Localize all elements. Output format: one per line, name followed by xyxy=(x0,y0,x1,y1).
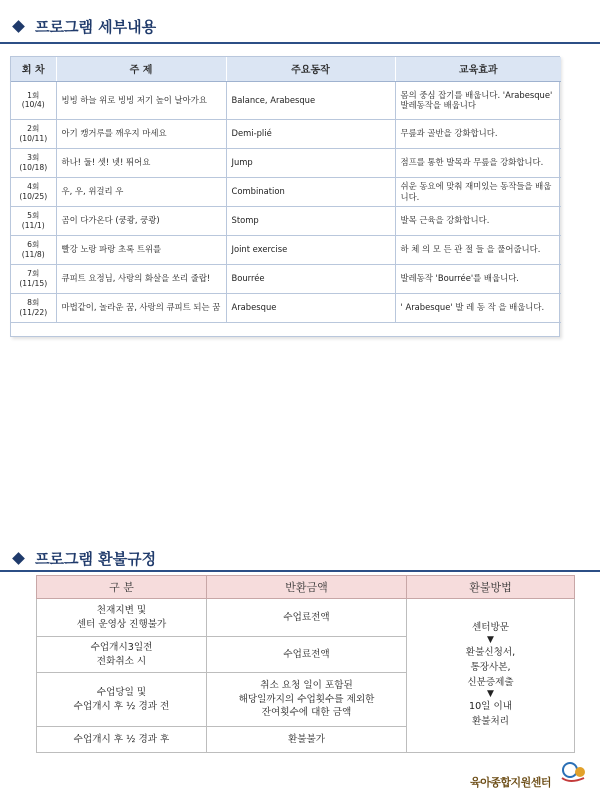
category-cell: 수업개시3일전 전화취소 시 xyxy=(37,637,207,673)
refund-table-container xyxy=(36,575,574,754)
topic-cell: 빙빙 하늘 위로 빙빙 저기 높이 날아가요 xyxy=(56,81,226,119)
down-arrow-icon: ▼ xyxy=(487,634,494,645)
round-cell: 2회 (10/11) xyxy=(11,119,56,148)
amount-cell: 수업료전액 xyxy=(207,637,407,673)
table-row xyxy=(11,119,561,148)
action-cell: Demi-plié xyxy=(226,119,395,148)
action-cell: Combination xyxy=(226,177,395,206)
action-cell: Bourrée xyxy=(226,264,395,293)
round-cell: 5회 (11/1) xyxy=(11,206,56,235)
topic-cell: 곰이 다가온다 (쿵쾅, 쿵쾅) xyxy=(56,206,226,235)
diamond-bullet-icon xyxy=(12,20,25,33)
action-cell: Stomp xyxy=(226,206,395,235)
table-row xyxy=(11,293,561,322)
action-cell: Joint exercise xyxy=(226,235,395,264)
round-cell: 6회 (11/8) xyxy=(11,235,56,264)
effect-cell: 하 체 의 모 든 관 절 들 을 풀어줍니다. xyxy=(395,235,561,264)
round-cell: 7회 (11/15) xyxy=(11,264,56,293)
round-cell: 3회 (10/18) xyxy=(11,148,56,177)
header-action: 주요동작 xyxy=(226,57,395,81)
topic-cell: 하나! 둘! 셋! 넷! 뛰어요 xyxy=(56,148,226,177)
header-amount: 반환금액 xyxy=(207,576,407,599)
program-table-container xyxy=(10,56,560,337)
effect-cell: 점프를 통한 발목과 무릎을 강화합니다. xyxy=(395,148,561,177)
table-row xyxy=(37,599,575,637)
program-table xyxy=(11,57,561,323)
effect-cell: 무릎과 골반을 강화합니다. xyxy=(395,119,561,148)
category-cell: 천재지변 및 센터 운영상 진행불가 xyxy=(37,599,207,637)
diamond-bullet-icon xyxy=(12,552,25,565)
round-cell: 8회 (11/22) xyxy=(11,293,56,322)
category-cell: 수업개시 후 ½ 경과 후 xyxy=(37,727,207,753)
category-cell: 수업당일 및 수업개시 후 ½ 경과 전 xyxy=(37,673,207,727)
header-topic: 주 제 xyxy=(56,57,226,81)
section-divider xyxy=(0,570,600,572)
center-logo xyxy=(466,760,594,798)
table-row xyxy=(11,81,561,119)
action-cell: Balance, Arabesque xyxy=(226,81,395,119)
round-cell: 1회 (10/4) xyxy=(11,81,56,119)
table-row xyxy=(11,235,561,264)
program-table-header xyxy=(11,57,561,81)
action-cell: Jump xyxy=(226,148,395,177)
section-divider xyxy=(0,42,600,44)
effect-cell: ' Arabesque' 발 레 동 작 을 배웁니다. xyxy=(395,293,561,322)
topic-cell: 큐피트 요정님, 사랑의 화살을 쏘리 줄랍! xyxy=(56,264,226,293)
amount-cell: 취소 요청 일이 포함된 해당일까지의 수업횟수를 제외한 잔여횟수에 대한 금액 xyxy=(207,673,407,727)
effect-cell: 발레동작 'Bourrée'를 배웁니다. xyxy=(395,264,561,293)
header-category: 구 분 xyxy=(37,576,207,599)
amount-cell: 수업료전액 xyxy=(207,599,407,637)
refund-table-header xyxy=(37,576,575,599)
effect-cell: 몸의 중심 잡기를 배웁니다. 'Arabesque' 발레동작을 배웁니다 xyxy=(395,81,561,119)
effect-cell: 발목 근육을 강화합니다. xyxy=(395,206,561,235)
round-cell: 4회 (10/25) xyxy=(11,177,56,206)
topic-cell: 아기 캥거루를 깨우지 마세요 xyxy=(56,119,226,148)
topic-cell: 마법같이, 놀라운 꿈, 사랑의 큐피트 되는 꿈 xyxy=(56,293,226,322)
table-row xyxy=(11,148,561,177)
topic-cell: 우, 우, 위걸리 우 xyxy=(56,177,226,206)
refund-method-cell: 센터방문 ▼ 환불신청서, 통장사본, 신분증제출 ▼ 10일 이내 환불처리 xyxy=(407,599,575,753)
down-arrow-icon: ▼ xyxy=(487,689,494,700)
header-round: 회 차 xyxy=(11,57,56,81)
header-effect: 교육효과 xyxy=(395,57,561,81)
effect-cell: 쉬운 동요에 맞춰 재미있는 동작들을 배웁니다. xyxy=(395,177,561,206)
table-row xyxy=(11,177,561,206)
table-row xyxy=(11,264,561,293)
amount-cell: 환불불가 xyxy=(207,727,407,753)
logo-text: 육아종합지원센터 xyxy=(470,776,552,789)
refund-section-title: 프로그램 환불규정 xyxy=(14,548,156,569)
refund-table xyxy=(36,575,575,753)
topic-cell: 빨강 노랑 파랑 초록 트위를 xyxy=(56,235,226,264)
action-cell: Arabesque xyxy=(226,293,395,322)
program-section-title: 프로그램 세부내용 xyxy=(14,16,156,37)
table-row xyxy=(11,206,561,235)
header-method: 환불방법 xyxy=(407,576,575,599)
